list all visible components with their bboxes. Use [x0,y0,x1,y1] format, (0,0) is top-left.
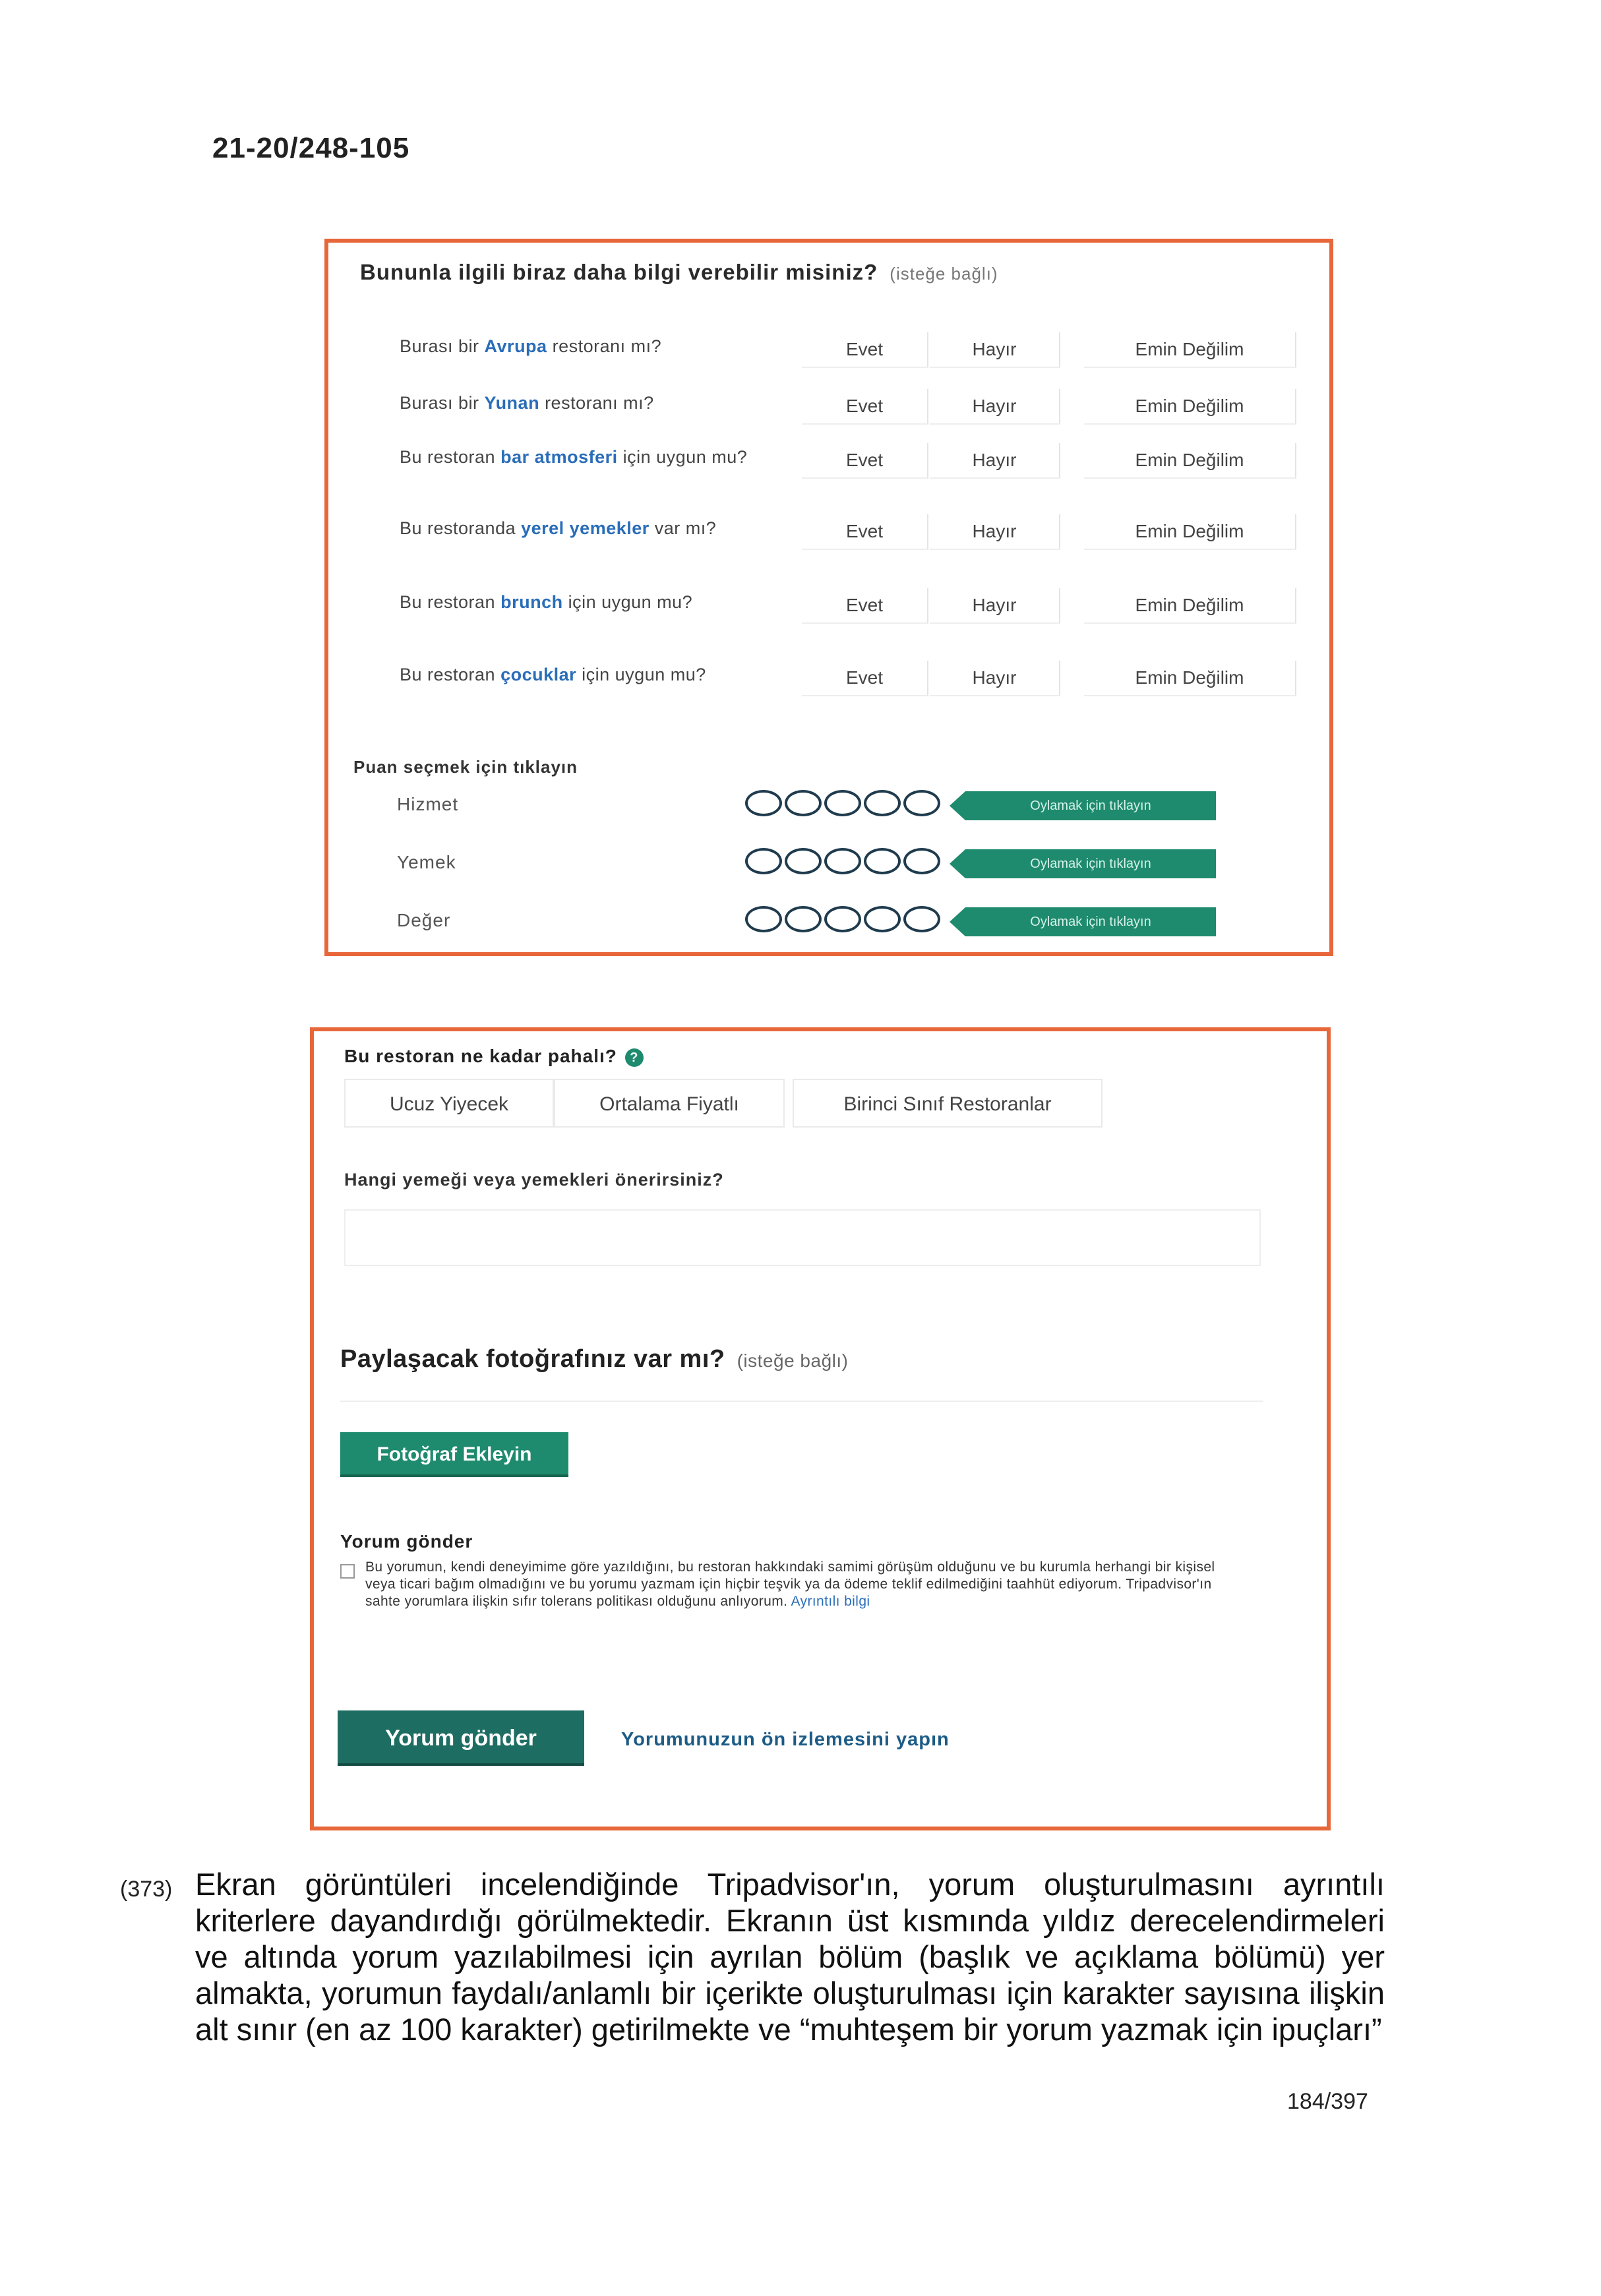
question-pre: Burası bir [400,393,485,413]
rating-heading: Puan seçmek için tıklayın [353,757,578,777]
question-keyword: brunch [500,592,563,612]
unsure-button[interactable]: Emin Değilim [1084,514,1296,550]
body-paragraph: Ekran görüntüleri incelendiğinde Tripadvisor'ın, yorum oluşturulmasını ayrıntılı kriterlere dayandırdığı görülmektedir. Ekranın üst kısmında yıldız derecelendirmeleri ve altında yorum yazılabilmesi için ayrılan bölüm (başlık ve açıklama bölümü) yer almakta, yorumun faydalı/anlamlı bir içerikte oluşturulması için karakter sayısına ilişkin alt sınır (en az 100 karakter) getirilmekte ve “muhteşem bir yorum yazmak için ipuçları” [195,1867,1385,2047]
yes-button[interactable]: Evet [802,661,928,696]
rating-bubble-icon[interactable] [824,848,861,874]
unsure-button[interactable]: Emin Değilim [1084,661,1296,696]
yes-button[interactable]: Evet [802,588,928,624]
more-info-panel [324,239,1333,956]
question-keyword: bar atmosferi [500,447,618,467]
rating-bubble-icon[interactable] [864,790,901,816]
question-pre: Burası bir [400,336,485,356]
more-info-link[interactable]: Ayrıntılı bilgi [791,1594,870,1609]
photo-optional-label: (isteğe bağlı) [737,1350,849,1371]
price-question-text: Bu restoran ne kadar pahalı? [344,1046,617,1066]
dish-input[interactable] [344,1209,1261,1266]
unsure-button[interactable]: Emin Değilim [1084,389,1296,425]
help-icon[interactable]: ? [625,1048,644,1067]
yes-button[interactable]: Evet [802,332,928,368]
rating-row [328,790,1329,830]
rating-bubble-icon[interactable] [785,906,822,932]
add-photo-button[interactable]: Fotoğraf Ekleyin [340,1432,568,1477]
question-text [400,447,782,467]
rating-bubbles[interactable] [745,906,950,938]
optional-label: (isteğe bağlı) [890,264,998,284]
rating-bubble-icon[interactable] [785,790,822,816]
document-id: 21-20/248-105 [212,132,410,164]
rating-row [328,848,1329,888]
question-post: var mı? [649,518,717,538]
rating-label: Hizmet [397,794,459,814]
rating-bubble-icon[interactable] [903,790,940,816]
question-text [400,518,782,538]
yes-button[interactable]: Evet [802,389,928,425]
more-info-title-text: Bununla ilgili biraz daha bilgi verebilir misiniz? [360,260,878,284]
unsure-button[interactable]: Emin Değilim [1084,332,1296,368]
paragraph-number: (373) [120,1877,173,1902]
rating-bubble-icon[interactable] [864,848,901,874]
consent-text [365,1559,1236,1610]
rating-label: Değer [397,910,451,930]
price-option-average[interactable]: Ortalama Fiyatlı [554,1079,785,1128]
no-button[interactable]: Hayır [930,332,1060,368]
question-text [400,665,782,684]
no-button[interactable]: Hayır [930,443,1060,479]
price-question [344,1046,644,1067]
question-post: için uygun mu? [617,447,748,467]
price-option-fine-dining[interactable]: Birinci Sınıf Restoranlar [793,1079,1103,1128]
rating-row [328,906,1329,946]
question-post: için uygun mu? [562,592,693,612]
divider [340,1401,1263,1402]
no-button[interactable]: Hayır [930,389,1060,425]
question-pre: Bu restoran [400,665,501,684]
question-row [328,447,1329,500]
consent-body: Bu yorumun, kendi deneyimime göre yazıldığını, bu restoran hakkındaki samimi görüşüm olduğunu ve bu kurumla herhangi bir kişisel veya ticari bağım olmadığını ve bu yorumu yazmam için hiçbir teşvik ya da ödeme teklif edilmediğini taahhüt ediyorum. Tripadvisor'ın sahte yorumlara ilişkin sıfır tolerans politikası olduğunu anlıyorum. [365,1559,1215,1609]
rating-bubble-icon[interactable] [745,790,782,816]
question-keyword: Avrupa [484,336,547,356]
no-button[interactable]: Hayır [930,588,1060,624]
rating-label: Yemek [397,852,456,872]
question-post: restoranı mı? [547,336,662,356]
question-row [328,592,1329,645]
price-option-cheap[interactable]: Ucuz Yiyecek [344,1079,554,1128]
no-button[interactable]: Hayır [930,514,1060,550]
rate-prompt-button[interactable]: Oylamak için tıklayın [965,791,1216,820]
rating-bubble-icon[interactable] [824,790,861,816]
question-post: restoranı mı? [539,393,654,413]
rate-prompt-button[interactable]: Oylamak için tıklayın [965,849,1216,878]
preview-review-link[interactable]: Yorumunuzun ön izlemesini yapın [621,1729,950,1750]
photo-question-text: Paylaşacak fotoğrafınız var mı? [340,1345,725,1373]
question-pre: Bu restoran [400,592,501,612]
question-row [328,518,1329,571]
question-text [400,336,782,356]
rating-bubble-icon[interactable] [903,906,940,932]
question-row [328,665,1329,717]
unsure-button[interactable]: Emin Değilim [1084,443,1296,479]
photo-question [340,1345,848,1374]
unsure-button[interactable]: Emin Değilim [1084,588,1296,624]
rating-bubble-icon[interactable] [864,906,901,932]
question-pre: Bu restoran [400,447,501,467]
question-pre: Bu restoranda [400,518,522,538]
rating-bubbles[interactable] [745,848,950,880]
submit-review-button[interactable]: Yorum gönder [338,1710,584,1766]
rating-bubble-icon[interactable] [824,906,861,932]
submit-heading: Yorum gönder [340,1531,473,1552]
rating-bubbles[interactable] [745,790,950,822]
question-text [400,592,782,612]
no-button[interactable]: Hayır [930,661,1060,696]
question-keyword: yerel yemekler [521,518,649,538]
question-row [328,336,1329,389]
page-number: 184/397 [1287,2089,1368,2114]
rating-bubble-icon[interactable] [903,848,940,874]
yes-button[interactable]: Evet [802,443,928,479]
question-post: için uygun mu? [576,665,706,684]
rating-bubble-icon[interactable] [785,848,822,874]
question-row [328,393,1329,446]
more-info-title [360,260,998,285]
question-keyword: Yunan [484,393,540,413]
question-keyword: çocuklar [500,665,577,684]
dish-question: Hangi yemeği veya yemekleri önerirsiniz? [344,1170,724,1190]
yes-button[interactable]: Evet [802,514,928,550]
review-details-panel [310,1027,1331,1830]
rate-prompt-button[interactable]: Oylamak için tıklayın [965,907,1216,936]
question-text [400,393,782,413]
rating-bubble-icon[interactable] [745,906,782,932]
rating-bubble-icon[interactable] [745,848,782,874]
consent-checkbox[interactable] [340,1564,355,1579]
